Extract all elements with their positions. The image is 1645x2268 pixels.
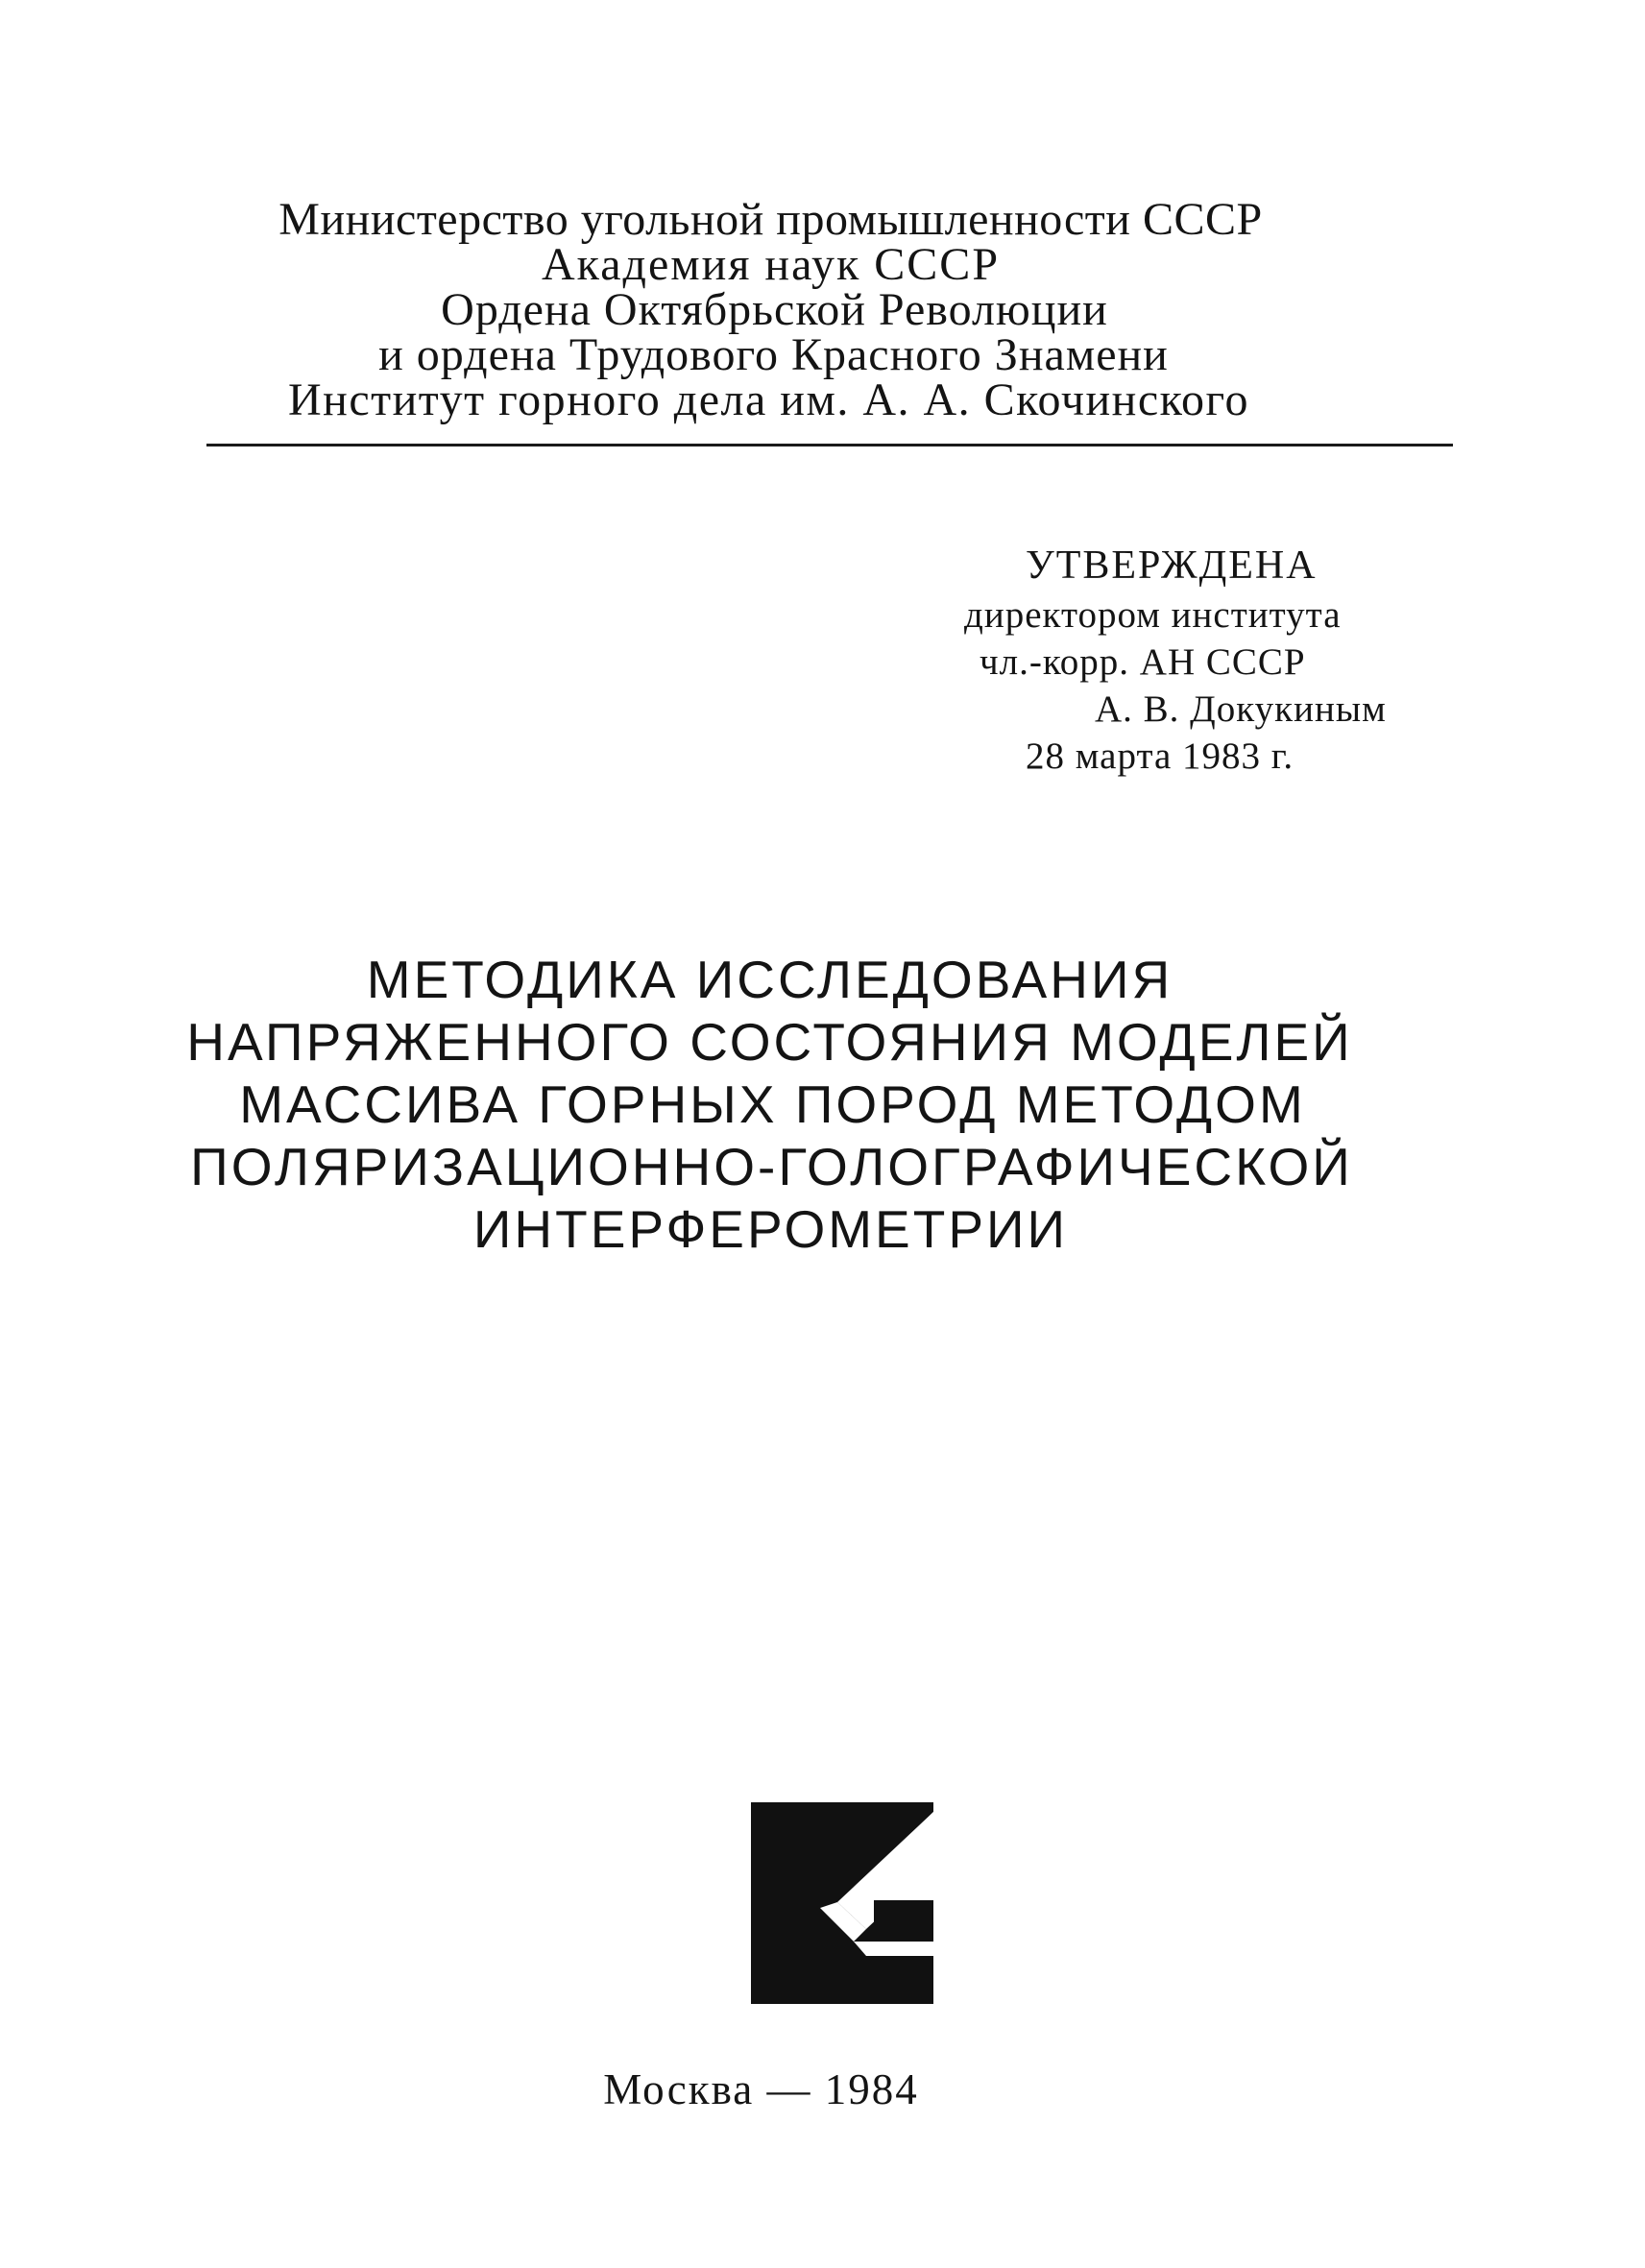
header-line-ministry: Министерство угольной промышленности СССР xyxy=(278,194,1263,245)
approval-line-date: 28 марта 1983 г. xyxy=(1026,736,1294,777)
imprint-text: Москва — 1984 xyxy=(603,2065,919,2113)
imprint xyxy=(0,2064,1645,2114)
title-line-3: МАССИВА ГОРНЫХ ПОРОД МЕТОДОМ xyxy=(239,1074,1306,1134)
institution-header xyxy=(0,194,1645,425)
header-divider xyxy=(206,444,1453,446)
header-line-order-banner: и ордена Трудового Красного Знамени xyxy=(378,329,1169,380)
title-line-5: ИНТЕРФЕРОМЕТРИИ xyxy=(472,1199,1069,1259)
title-line-2: НАПРЯЖЕННОГО СОСТОЯНИЯ МОДЕЛЕЙ xyxy=(186,1012,1353,1072)
title-line-1: МЕТОДИКА ИССЛЕДОВАНИЯ xyxy=(366,950,1173,1009)
header-line-institute: Институт горного дела им. А. А. Скочинского xyxy=(287,374,1250,425)
approval-label: УТВЕРЖДЕНА xyxy=(1026,543,1318,588)
approval-line-corr-member: чл.-корр. АН СССР xyxy=(980,641,1306,683)
header-line-academy: Академия наук СССР xyxy=(541,239,1001,290)
header-line-order-revolution: Ордена Октябрьской Революции xyxy=(441,284,1108,335)
approval-line-name: А. В. Докукиным xyxy=(1095,688,1387,730)
approval-line-director: директором института xyxy=(964,594,1342,636)
publisher-logo-icon xyxy=(751,1802,933,2004)
document-title xyxy=(0,949,1645,1261)
title-line-4: ПОЛЯРИЗАЦИОННО-ГОЛОГРАФИЧЕСКОЙ xyxy=(190,1137,1353,1196)
